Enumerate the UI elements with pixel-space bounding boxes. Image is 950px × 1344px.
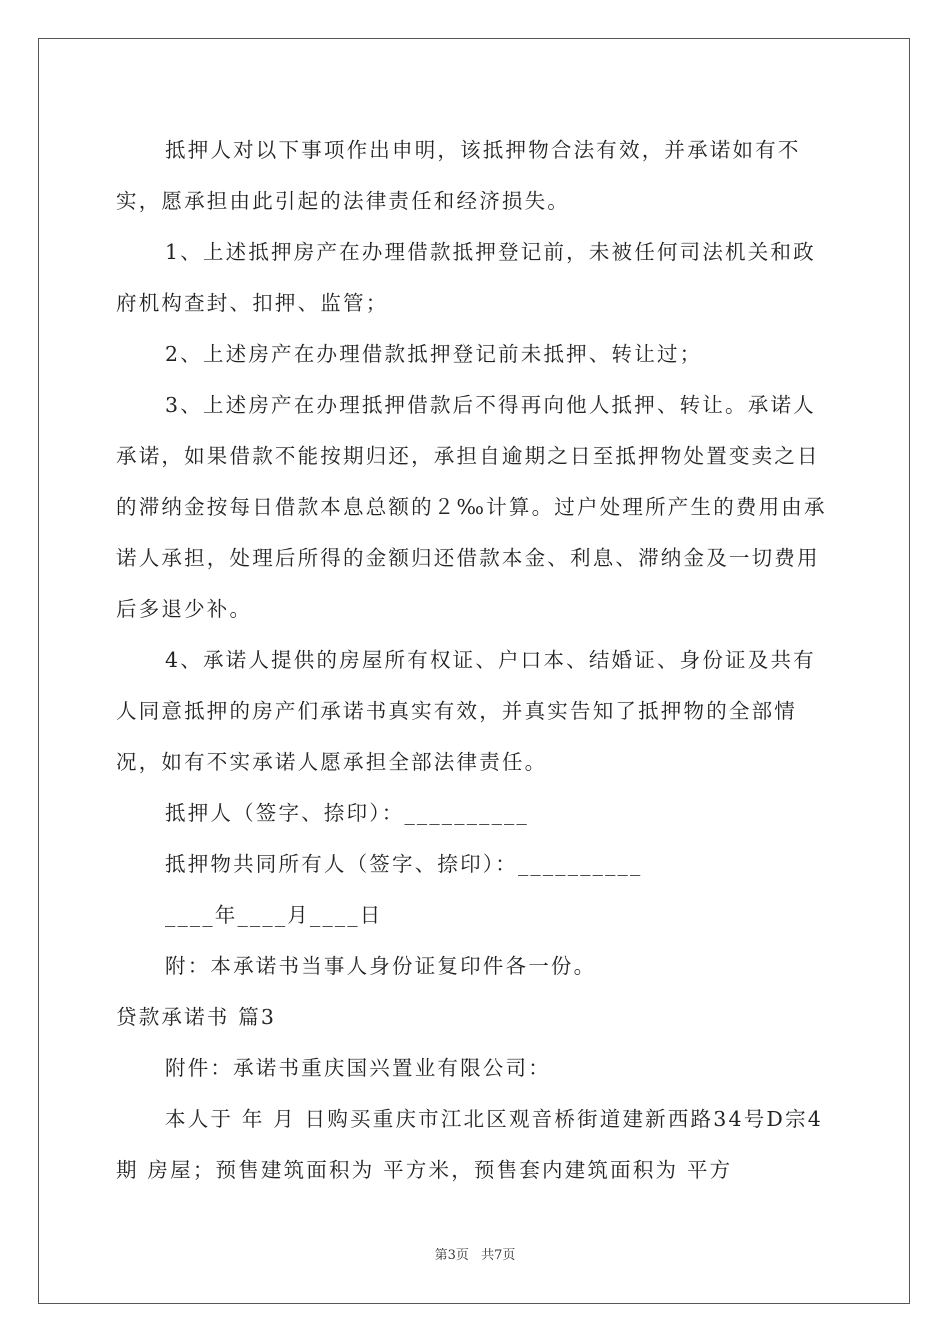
paragraph-item-2: 2、上述房产在办理借款抵押登记前未抵押、转让过； — [165, 342, 703, 366]
attachment-addressee: 附件：承诺书重庆国兴置业有限公司： — [165, 1056, 551, 1080]
page-number: 第3页 — [434, 1248, 469, 1263]
paragraph-item-3: 3、上述房产在办理抵押借款后不得再向他人抵押、转让。承诺人承诺，如果借款不能按期归还，承担自逾期之日至抵押物处置变卖之日的滞纳金按每日借款本息总额的２‰计算。过户处理所产生的费用由承诺人承担，处理后所得的金额归还借款本金、利息、滞纳金及一切费用后多退少补。 — [116, 393, 827, 621]
page-footer — [0, 1244, 950, 1263]
paragraph-item-1: 1、上述抵押房产在办理借款抵押登记前，未被任何司法机关和政府机构查封、扣押、监管； — [116, 240, 816, 315]
section-heading: 贷款承诺书 篇3 — [116, 1005, 277, 1029]
signature-mortgagor: 抵押人（签字、捺印）：__________ — [165, 801, 529, 825]
page-total: 共7页 — [481, 1248, 516, 1263]
date-line: ____年____月____日 — [165, 903, 383, 927]
paragraph-item-4: 4、承诺人提供的房屋所有权证、户口本、结婚证、身份证及共有人同意抵押的房产们承诺书真实有效，并真实告知了抵押物的全部情况，如有不实承诺人愿承担全部法律责任。 — [116, 648, 816, 774]
paragraph-purchase: 本人于 年 月 日购买重庆市江北区观音桥街道建新西路34号D宗4期 房屋；预售建筑面积为 平方米，预售套内建筑面积为 平方 — [116, 1107, 824, 1182]
paragraph-declaration: 抵押人对以下事项作出申明，该抵押物合法有效，并承诺如有不实，愿承担由此引起的法律责任和经济损失。 — [116, 138, 801, 213]
attachment-note: 附：本承诺书当事人身份证复印件各一份。 — [165, 954, 597, 978]
signature-co-owner: 抵押物共同所有人（签字、捺印）：__________ — [165, 852, 643, 876]
document-body — [116, 125, 836, 1196]
